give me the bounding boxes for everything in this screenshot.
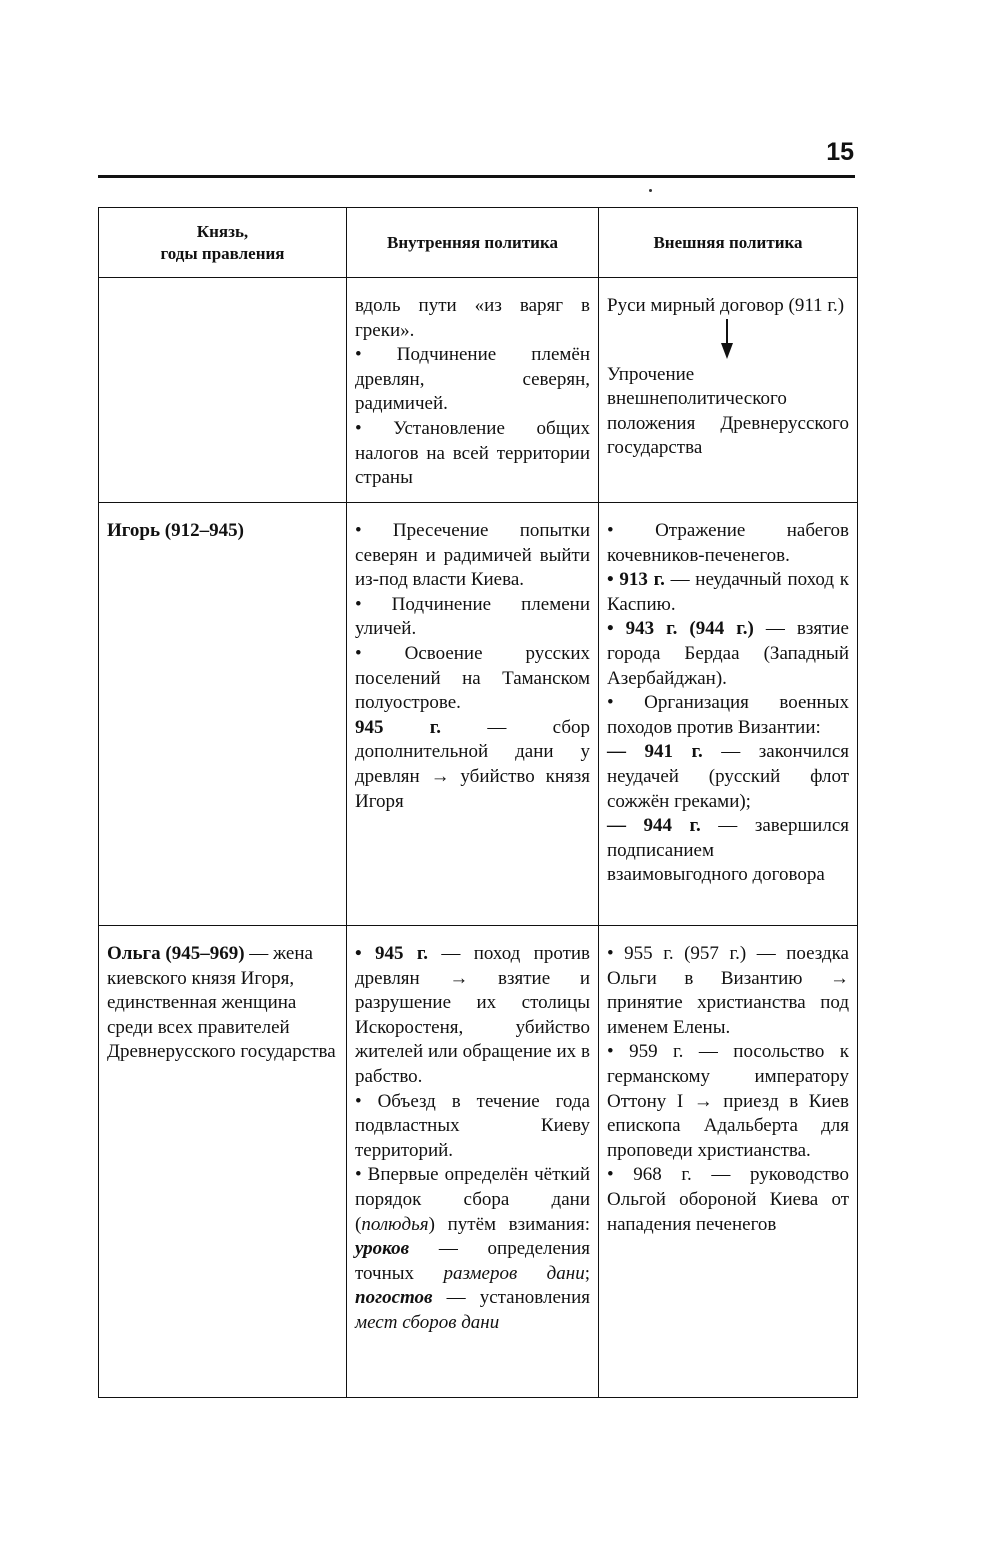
prince-cell: Игорь (912–945)	[99, 503, 347, 926]
down-arrow-icon	[719, 319, 735, 359]
internal-policy-cell: • Пресечение попытки северян и радимичей выйти из-под власти Киева. • Подчинение племени уличей. • Освоение русских поселений на Таманском полуострове. 945 г. — сбор дополнительной дани у древлян → убийство князя Игоря	[347, 503, 599, 926]
prince-cell	[99, 278, 347, 503]
table-row	[99, 926, 858, 1398]
external-policy-cell: Руси мирный договор (911 г.) Упрочение внешнеполитического положения Древнерусского государства	[599, 278, 858, 503]
header-external-policy: Внешняя политика	[599, 208, 858, 278]
internal-policy-cell: • 945 г. — поход против древлян → взятие и разрушение их столицы Искоростеня, убийство жителей или обращение их в рабство. • Объезд в течение года подвластных Киеву территорий. • Впервые определён чёткий порядок сбора дани (полюдья) путём взимания: уроков — определения точных размеров дани; погостов — установления мест сборов дани	[347, 926, 599, 1398]
prince-cell: Ольга (945–969) — жена киевского князя Игоря, единственная женщина среди всех правителей Древнерусского государства	[99, 926, 347, 1398]
internal-policy-cell: вдоль пути «из варяг в греки». • Подчинение племён древлян, северян, радимичей. • Установление общих налогов на всей территории страны	[347, 278, 599, 503]
decorative-dot	[649, 189, 652, 192]
history-table	[98, 207, 858, 1398]
header-rule	[98, 175, 855, 178]
external-policy-cell: • 955 г. (957 г.) — поездка Ольги в Византию → принятие христианства под именем Елены. • 959 г. — посольство к германскому императору Оттону I → приезд в Киев епископа Адальберта для проповеди христианства. • 968 г. — руководство Ольгой обороной Киева от нападения печенегов	[599, 926, 858, 1398]
header-internal-policy: Внутренняя политика	[347, 208, 599, 278]
header-prince: Князь, годы правления	[99, 208, 347, 278]
external-policy-cell: • Отражение набегов кочевников-печенегов. • 913 г. — неудачный поход к Каспию. • 943 г. (944 г.) — взятие города Бердаа (Западный Азербайджан). • Организация военных походов против Византии: — 941 г. — закончился неудачей (русский флот сожжён греками); — 944 г. — завершился подписанием взаимовыгодного договора	[599, 503, 858, 926]
table-row	[99, 503, 858, 926]
table-row	[99, 278, 858, 503]
page-number: 15	[826, 138, 854, 166]
table-header-row	[99, 208, 858, 278]
